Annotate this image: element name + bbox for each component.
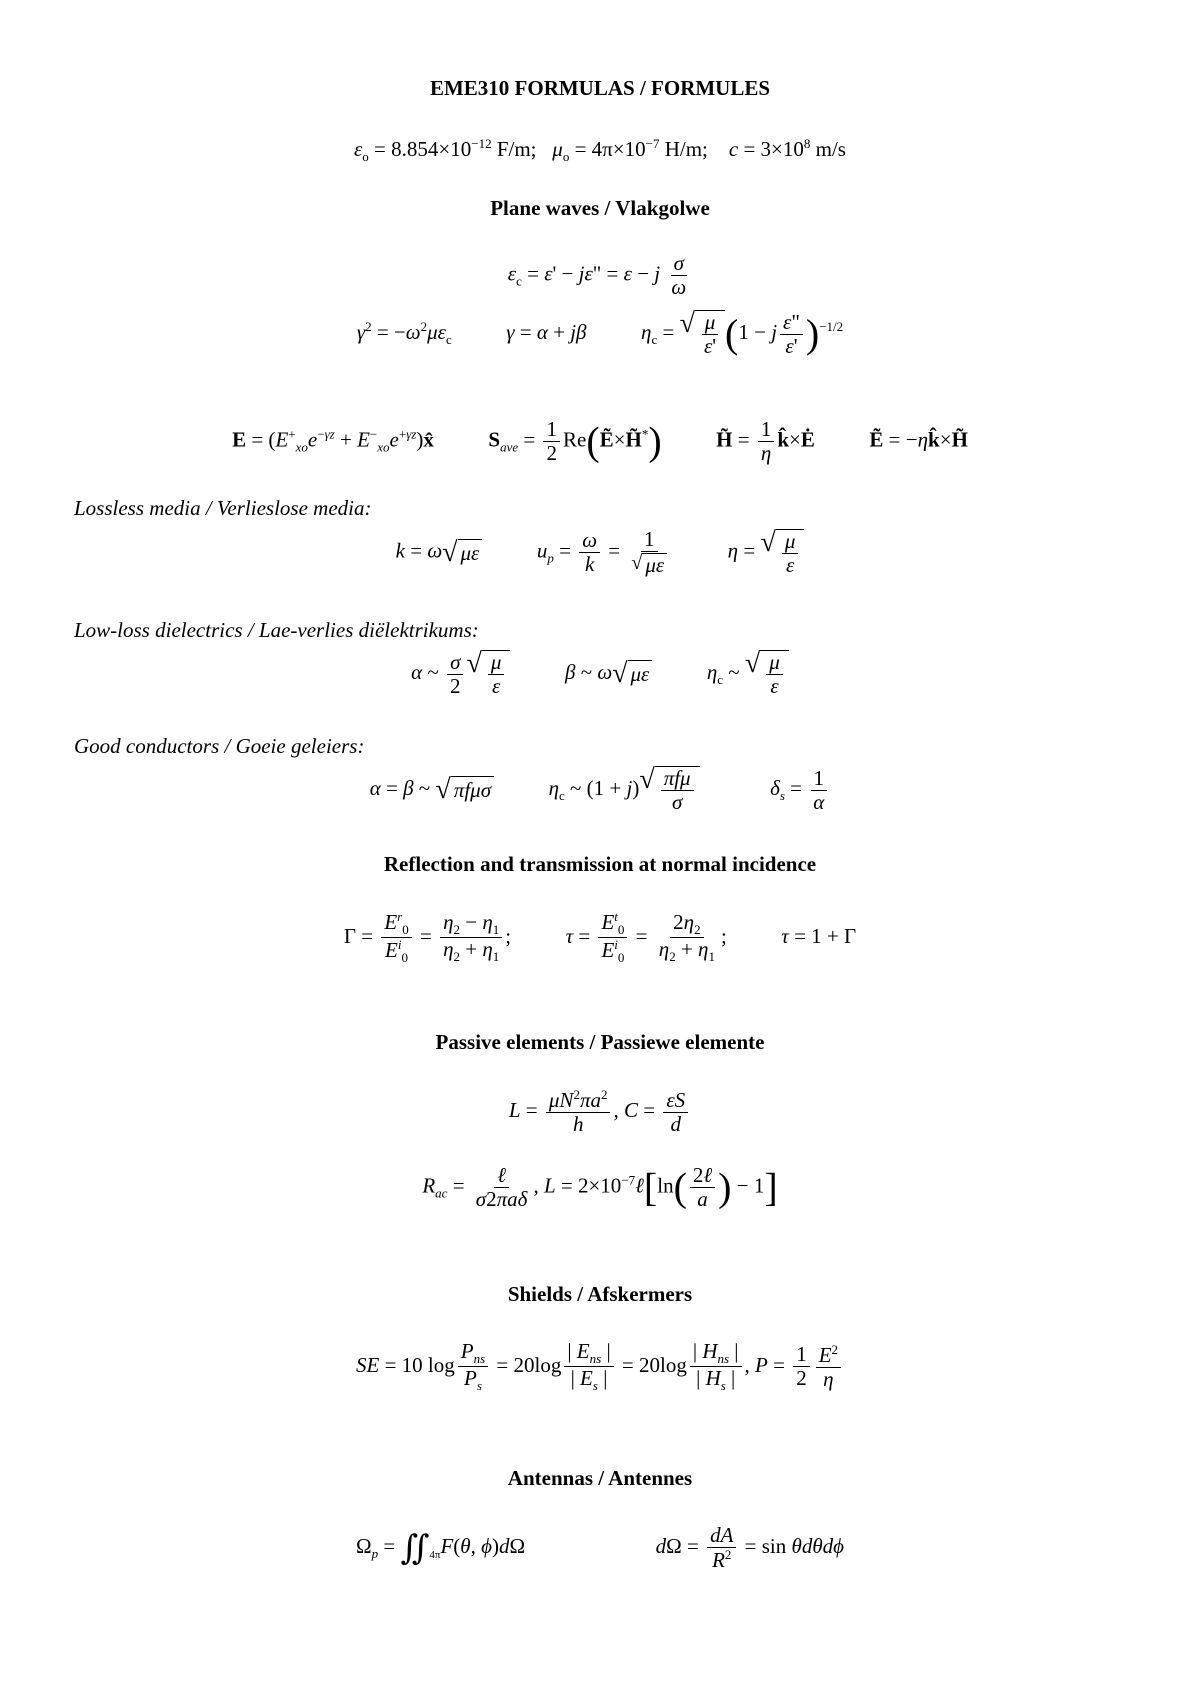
section-reflection: Reflection and transmission at normal incidence: [383, 852, 817, 876]
subsection-good-conductors: Good conductors / Goeie geleiers:: [74, 734, 365, 758]
subsection-lossless: Lossless media / Verlieslose media:: [74, 496, 372, 520]
equation-reflection: Γ = $\frac{E^r_0}{E^i_0}$ = $\frac{\eta_2 - \eta_1}{\eta_2 + \eta_1}$ ; τ = $\frac{E^t_0}{E^i_0}$ = $\frac{2\eta_2}{\eta_2 + \eta_1}$ ; τ = 1 + Γ: [343, 909, 857, 966]
equation-complex-permittivity: $\varepsilon_c = \varepsilon' - j\varepsilon$" = ε − j $\frac{\sigma}{\omega}$: [507, 251, 687, 300]
equation-good-conductors: α = β ~ √ πfμσ $\eta_c$ ~ (1 + j) √ $\frac{\text{πfμ}}{\sigma}$ $\delta_s$ = $\frac{1}{\alpha}$: [0, 766, 1200, 814]
equation-shielding-effectiveness: SE = 10 log $\frac{P_{ns}}{P_s}$ = 20log $\frac{| E_{ns} |}{| E_s |}$ = 20log $\frac{| H_{ns} |}{| H_s |}$ , P = $\frac{1}{2}$ $\frac{E^2}{\eta}$: [0, 1340, 1200, 1394]
section-passive: Passive elements / Passiewe elemente: [435, 1030, 765, 1054]
subsection-low-loss: Low-loss dielectrics / Lae-verlies diëlektrikums:: [74, 618, 479, 642]
page-title: EME310 FORMULAS / FORMULES: [429, 76, 771, 100]
equation-low-loss: α ~ $\frac{\sigma}{2}$ √ $\frac{\mu}{\varepsilon}$ β ~ ω √ με $\eta_c$ ~ √ $\frac{\mu}{\varepsilon}$: [0, 650, 1200, 698]
equation-lossless: k = ω √ με $u_p$ = $\frac{\omega}{k}$ = 1 √ με η = √ $\frac{\mu}{\varepsilon}$: [0, 528, 1200, 577]
section-plane-waves: Plane waves / Vlakgolwe: [490, 196, 710, 220]
equation-inductance-capacitance: L = $\frac{\mu N^2\pi a^2}{h}$ , C = $\frac{\varepsilon S}{d}$: [0, 1088, 1200, 1136]
equation-field-and-poynting: $E = (E^+_{xo}e^{-\gamma z}$ + $E^-_{xo}e^{+\gamma z})x̂$ $S_{ave}$ = $\frac{1}{2}$ Re(Ẽ×H̃*) H̃ = $\frac{1}{\eta}$ k̂×Ė Ẽ = −ηk̂×H̃: [232, 417, 968, 466]
equation-resistance-inductance: $R_{ac}$ = $\frac{\text{ℓ}}{\text{σ2πaδ}}$ , $L = 2\times 10^{-7}\ell[\ln$( $\frac{\text{2ℓ}}{a}$ ) − 1]: [422, 1163, 778, 1212]
equation-propagation-constants: $\gamma^2 = -\omega^2\mu\varepsilon_c$ γ = α + jβ $\eta_c$ = √ $\frac{\mu}{\varepsilon'}$ (1 − j $\frac{\varepsilon"}{\varepsilon'}$ )$^{-1/2}$: [356, 308, 844, 359]
section-shields: Shields / Afskermers: [507, 1282, 693, 1306]
constants-line: $\varepsilon_o = 8.854\times 10^{-12}$ F/m; $\mu_o = 4\pi\times 10^{-7}$ H/m; $c = 3\times 10^8$ m/s: [354, 136, 846, 165]
section-antennas: Antennas / Antennes: [507, 1466, 693, 1490]
equation-antennas: $\Omega_p$ = $∬_{4\pi}F(\theta$, ϕ)dΩ dΩ = $\frac{dA}{R^2}$ = sin θdθdϕ: [356, 1523, 844, 1573]
